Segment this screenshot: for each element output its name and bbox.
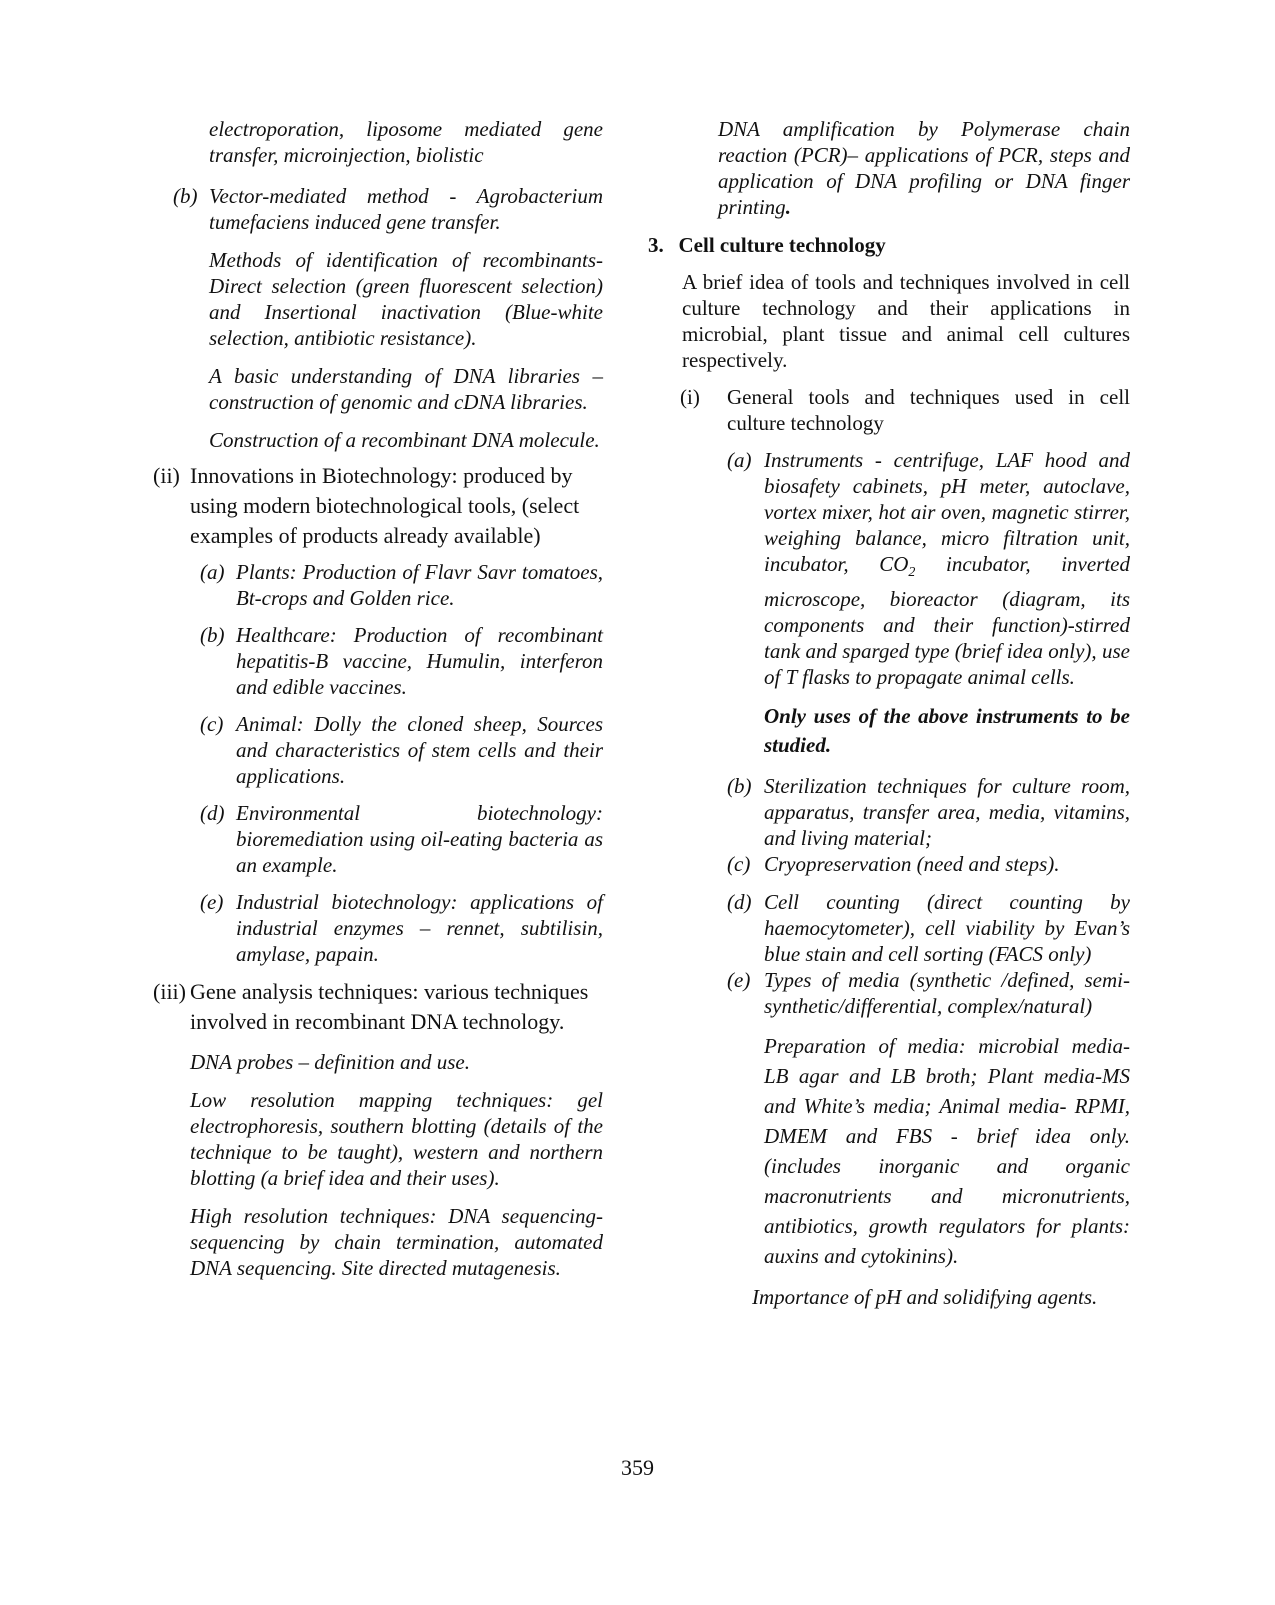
list-item [727, 851, 1130, 877]
list-label: (a) [727, 448, 752, 472]
instruments-text-cont: incubator, inverted microscope, bioreactor (diagram, its components and their function)-stirred tank and sparged type (brief idea only), use of T flasks to propagate animal cells. [764, 552, 1130, 690]
left-column [153, 116, 603, 1281]
paragraph-high-resolution: High resolution techniques: DNA sequencing- sequencing by chain termination, automated DNA sequencing. Site directed mutagenesis. [190, 1204, 603, 1280]
paragraph-identification-recombinants: Methods of identification of recombinants- Direct selection (green fluorescent selection) and Insertional inactivation (Blue-white selection, antibiotic resistance). [209, 248, 603, 350]
list-item-gene-analysis [153, 977, 603, 1037]
list-item-innovations [153, 461, 603, 551]
list-item [727, 889, 1130, 967]
section-number-dot: . [658, 233, 664, 257]
list-text: Vector-mediated method - Agrobacterium tumefaciens induced gene transfer. [209, 184, 603, 234]
list-text: Animal: Dolly the cloned sheep, Sources and characteristics of stem cells and their applications. [236, 712, 603, 788]
list-text: Sterilization techniques for culture room, apparatus, transfer area, media, vitamins, and living material; [764, 774, 1130, 851]
section-heading [648, 232, 1130, 258]
list-label: (e) [727, 968, 751, 993]
pcr-period: . [785, 195, 791, 219]
list-item [727, 967, 1130, 1019]
list-label: (b) [200, 623, 225, 647]
list-text: General tools and techniques used in cell culture technology [727, 385, 1130, 435]
list-text [764, 447, 1130, 690]
list-text: Gene analysis techniques: various techniques involved in recombinant DNA technology. [190, 979, 589, 1034]
subscript: 2 [908, 565, 916, 581]
list-text: Healthcare: Production of recombinant hepatitis-B vaccine, Humulin, interferon and edible vaccines. [236, 623, 603, 699]
list-text: Cryopreservation (need and steps). [764, 852, 1060, 877]
list-label: (ii) [153, 463, 180, 488]
list-text: Innovations in Biotechnology: produced by using modern biotechnological tools, (select examples of products already available) [190, 463, 580, 548]
section-title: Cell culture technology [678, 233, 886, 257]
list-label: (i) [680, 385, 700, 409]
list-item [200, 889, 603, 967]
list-text: Types of media (synthetic /defined, semi-synthetic/differential, complex/natural) [764, 968, 1130, 1019]
list-label: (c) [727, 852, 751, 877]
paragraph-ph-importance: Importance of pH and solidifying agents. [752, 1285, 1098, 1310]
list-label: (d) [727, 890, 752, 915]
list-item-instruments [727, 447, 1130, 690]
list-label: (c) [200, 712, 224, 736]
list-text: Industrial biotechnology: applications of industrial enzymes – rennet, subtilisin, amylase, papain. [236, 890, 603, 966]
tools-sublist [727, 447, 1130, 1271]
paragraph-media-preparation: Preparation of media: microbial media- LB agar and LB broth; Plant media-MS and White’s media; Animal media- RPMI, DMEM and FBS - brief idea only. (includes inorganic and organic macronutrients and micronutrients, antibiotics, growth regulators for plants: auxins and cytokinins). [764, 1034, 1130, 1269]
page-number: 359 [621, 1455, 654, 1480]
list-item-vector-mediated [173, 183, 603, 235]
list-item [727, 773, 1130, 851]
list-text: Cell counting (direct counting by haemocytometer), cell viability by Evan’s blue stain and cell sorting (FACS only) [764, 890, 1130, 967]
paragraph-gene-transfer-methods: electroporation, liposome mediated gene transfer, microinjection, biolistic [209, 117, 603, 167]
section-number: 3 [648, 233, 659, 257]
list-item [200, 622, 603, 700]
list-text: Environmental biotechnology: bioremediation using oil-eating bacteria as an example. [236, 801, 603, 877]
paragraph-dna-probes: DNA probes – definition and use. [190, 1050, 470, 1074]
list-label: (iii) [153, 979, 186, 1004]
instruments-note: Only uses of the above instruments to be studied. [764, 704, 1130, 758]
list-item [200, 800, 603, 878]
paragraph-intro: A brief idea of tools and techniques involved in cell culture technology and their applications in microbial, plant tissue and animal cell cultures respectively. [682, 270, 1130, 372]
innovations-sublist [200, 559, 603, 967]
paragraph-recombinant-construction: Construction of a recombinant DNA molecule. [209, 428, 600, 452]
pcr-text: DNA amplification by Polymerase chain reaction (PCR)– applications of PCR, steps and application of DNA profiling or DNA finger printing [718, 117, 1130, 219]
paragraph-pcr [718, 116, 1130, 220]
list-label: (d) [200, 801, 225, 825]
list-item [200, 559, 603, 611]
list-label: (b) [727, 774, 752, 799]
right-column [648, 116, 1130, 1310]
list-item [200, 711, 603, 789]
instruments-text: Instruments - centrifuge, LAF hood and biosafety cabinets, pH meter, autoclave, vortex mixer, hot air oven, magnetic stirrer, weighing balance, micro filtration unit, incubator, CO [764, 448, 1130, 576]
list-label: (e) [200, 890, 224, 914]
paragraph-low-resolution: Low resolution mapping techniques: gel electrophoresis, southern blotting (details of the technique to be taught), western and northern blotting (a brief idea and their uses). [190, 1088, 603, 1190]
list-item-general-tools [680, 384, 1130, 436]
paragraph-dna-libraries: A basic understanding of DNA libraries – construction of genomic and cDNA libraries. [209, 364, 603, 414]
list-text: Plants: Production of Flavr Savr tomatoes, Bt-crops and Golden rice. [236, 560, 603, 610]
list-label: (b) [173, 184, 198, 208]
list-label: (a) [200, 560, 225, 584]
